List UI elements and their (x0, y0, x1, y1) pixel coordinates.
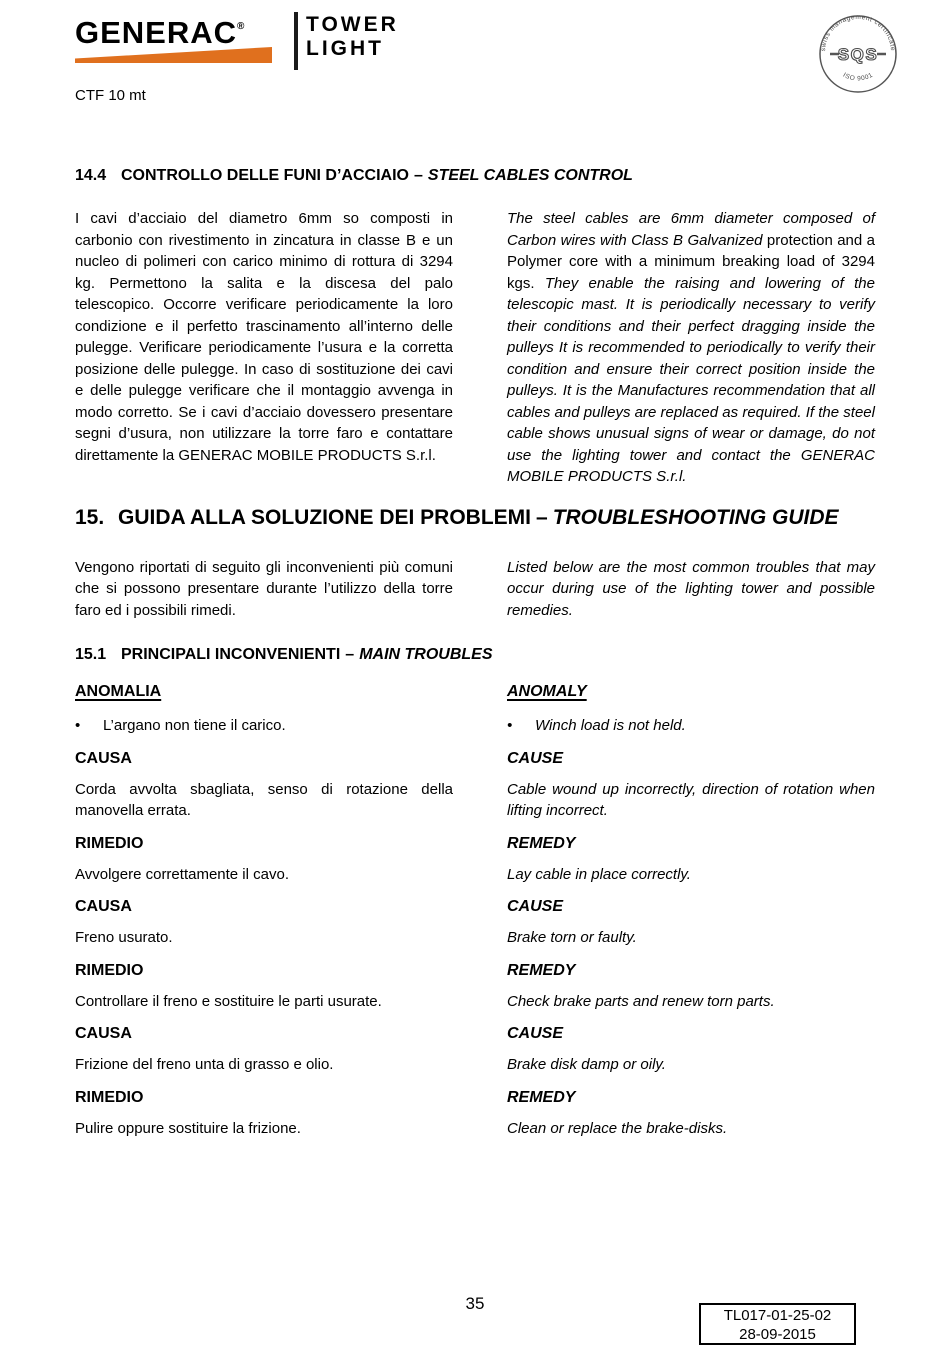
cause-text-en: Brake torn or faulty. (507, 929, 637, 946)
steel-cables-body-it: I cavi d’acciaio del diametro 6mm so composti in carbonio con rivestimento in zincatura in classe B e un nucleo di polimeri con carico minimo di rottura di 3294 kg. Permettono la salita e la discesa del palo telescopico. Occorre verificare periodicamente la loro condizione e il perfetto trascinamento all’interno delle pulegge. Verificare periodicamente l’usura e la corretta posizione delle pulegge. In caso di sostituzione dei cavi e delle pulegge verificare che il montaggio avvenga in modo corretto. Se i cavi d’acciaio dovessero presentare segni d’usura, non utilizzare la torre faro e contattare direttamente la GENERAC MOBILE PRODUCTS S.r.l. (75, 210, 453, 464)
remedy-text-en: Check brake parts and renew torn parts. (507, 992, 775, 1010)
anomaly-item-en (507, 715, 875, 737)
section-title-en: STEEL CABLES CONTROL (427, 167, 633, 184)
title-separator: – (536, 505, 548, 529)
remedy-label-it: RIMEDIO (75, 1088, 144, 1106)
title-separator: – (413, 167, 423, 184)
trouble-entry (75, 885, 875, 1012)
section-title (121, 166, 633, 186)
section-title-it: CONTROLLO DELLE FUNI D’ACCIAIO (121, 167, 409, 184)
remedy-label-en: REMEDY (507, 834, 576, 852)
anomaly-text-en: Winch load is not held. (535, 717, 686, 734)
anomaly-labels-row (75, 682, 875, 702)
logo-divider (294, 12, 298, 70)
remedy-text-it: Avvolgere correttamente il cavo. (75, 865, 289, 883)
anomaly-item-it (75, 715, 453, 737)
brand-text: GENERAC (75, 15, 238, 50)
trouble-entry (75, 737, 875, 886)
model-code: CTF 10 mt (75, 87, 146, 104)
product-line-wordmark (306, 13, 399, 61)
section-14-4-heading (75, 166, 875, 186)
remedy-text-en: Clean or replace the brake-disks. (507, 1119, 728, 1137)
remedy-label-en: REMEDY (507, 961, 576, 979)
section-15-heading (75, 504, 908, 531)
section-number: 15. (75, 505, 105, 529)
generac-wordmark (75, 10, 245, 50)
cause-text-it: Frizione del freno unta di grasso e olio. (75, 1056, 334, 1073)
cause-text-en: Brake disk damp or oily. (507, 1056, 666, 1073)
cause-label-en: CAUSE (507, 1025, 564, 1042)
bullet-icon: • (75, 717, 81, 734)
remedy-text-it: Pulire oppure sostituire la frizione. (75, 1119, 301, 1137)
remedy-label-en: REMEDY (507, 1088, 576, 1106)
product-line-tower: TOWER (306, 13, 399, 36)
document-date: 28-09-2015 (739, 1326, 816, 1343)
intro-en: Listed below are the most common troubles that may occur during use of the lighting tower and possible remedies. (507, 558, 875, 619)
section-title-it: GUIDA ALLA SOLUZIONE DEI PROBLEMI (118, 505, 531, 529)
cause-text-en: Cable wound up incorrectly, direction of rotation when lifting incorrect. (507, 780, 875, 819)
cause-label-en: CAUSE (507, 749, 564, 767)
document-code-box (699, 1303, 856, 1345)
anomaly-bullets-row (75, 702, 875, 737)
section-title-it: PRINCIPALI INCONVENIENTI (121, 646, 341, 663)
seal-iso-text: ISO 9001 (841, 71, 875, 83)
remedy-label-it: RIMEDIO (75, 961, 144, 979)
steel-cables-columns (75, 198, 875, 488)
anomaly-label-en: ANOMALY (507, 683, 587, 700)
sqs-certification-seal-icon (816, 12, 900, 96)
remedy-label-it: RIMEDIO (75, 834, 144, 852)
cause-label-it: CAUSA (75, 898, 132, 915)
remedy-text-en: Lay cable in place correctly. (507, 865, 691, 883)
cause-text-it: Freno usurato. (75, 929, 173, 946)
section-15-1-heading (75, 645, 875, 665)
cause-text-it: Corda avvolta sbagliata, senso di rotazione della manovella errata. (75, 780, 453, 819)
section-title-en: TROUBLESHOOTING GUIDE (552, 505, 839, 529)
section-number: 14.4 (75, 167, 107, 184)
cause-label-it: CAUSA (75, 1025, 132, 1042)
cause-label-it: CAUSA (75, 749, 132, 767)
troubleshooting-intro-columns (75, 547, 875, 622)
intro-it: Vengono riportati di seguito gli inconvenienti più comuni che si possono presentare durante l’utilizzo della torre faro ed i possibili rimedi. (75, 558, 453, 619)
section-title-en: MAIN TROUBLES (359, 646, 493, 663)
section-number: 15.1 (75, 646, 107, 663)
document-code: TL017-01-25-02 (723, 1307, 832, 1324)
seal-sqs-text: SQS (837, 45, 879, 64)
remedy-text-it: Controllare il freno e sostituire le parti usurate. (75, 992, 382, 1010)
trouble-entry (75, 1012, 875, 1139)
steel-cables-body-en: The steel cables are 6mm diameter composed of Carbon wires with Class B Galvanized protection and a Polymer core with a minimum breaking load of 3294 kgs. They enable the raising and lowering of the telescopic mast. It is periodically necessary to verify their conditions and their perfect dragging inside the pulleys It is recommended to periodically to verify their condition and ensure their correct position inside the pulleys. It is the Manufactures recommendation that all cables and pulleys are replaced as required. If the steel cable shows unusual signs of wear or damage, do not use the lighting tower and contact the GENERAC MOBILE PRODUCTS S.r.l. (507, 210, 875, 485)
title-separator: – (345, 646, 355, 663)
seal-arc-text: swiss management certificate (819, 13, 897, 52)
page-number: 35 (465, 1294, 485, 1313)
registered-trademark: ® (237, 21, 246, 32)
product-line-light: LIGHT (306, 37, 384, 60)
cause-label-en: CAUSE (507, 898, 564, 915)
bullet-icon: • (507, 717, 513, 734)
anomaly-label-it: ANOMALIA (75, 683, 162, 700)
anomaly-text-it: L’argano non tiene il carico. (103, 717, 286, 734)
generac-tower-light-logo (75, 10, 455, 78)
section-title (121, 645, 493, 665)
